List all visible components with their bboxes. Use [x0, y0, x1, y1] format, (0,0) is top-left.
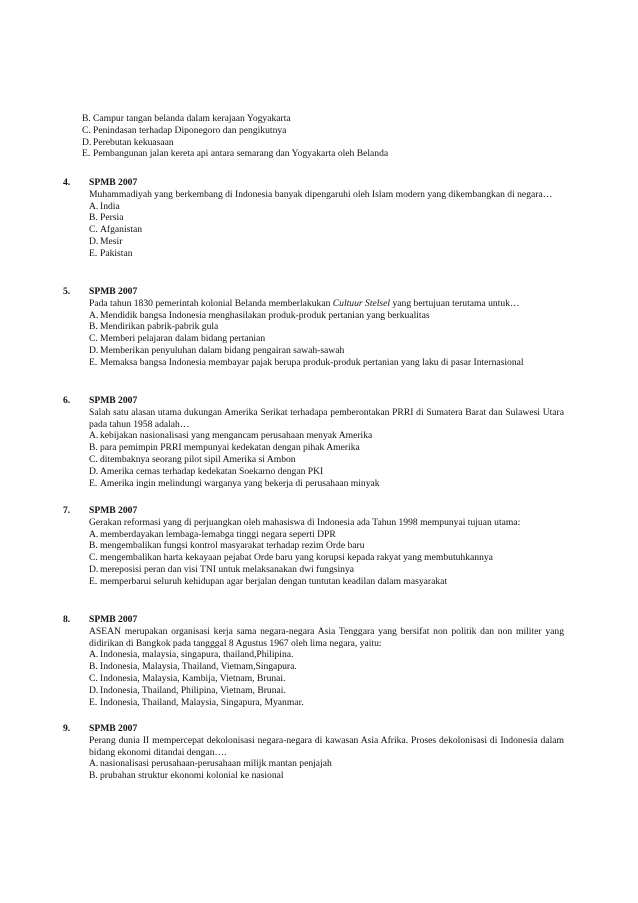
- option-letter: D.: [89, 235, 99, 247]
- option-a: [71, 758, 564, 770]
- question-text-part: yang bertujuan terutama untuk…: [390, 297, 520, 309]
- question-number: 5.: [63, 286, 71, 297]
- question-text: ASEAN merupakan organisasi kerja sama negara-negara Asia Tenggara yang bersifat non politik dan non militer yang didirikan di Bangkok pada tangggal 8 Agustus 1967 oleh lima negara, yaitu:: [89, 625, 564, 649]
- option-letter: E.: [89, 575, 98, 587]
- option-b: [71, 212, 564, 224]
- option-letter: B.: [82, 113, 91, 124]
- option-e: [71, 248, 564, 260]
- carryover-options: [71, 113, 564, 160]
- option-text: Amerika ingin melindungi warganya yang bekerja di perusahaan minyak: [100, 477, 380, 489]
- option-letter: A.: [89, 528, 99, 540]
- option-list: [78, 430, 564, 489]
- option-text: Penindasan terhadap Diponegoro dan pengikutnya: [93, 124, 287, 136]
- option-list: [78, 649, 564, 708]
- question-number: 6.: [63, 395, 71, 406]
- option-text: nasionalisasi perusahaan-perusahaan milijk mantan penjajah: [100, 758, 332, 770]
- option-letter: C.: [89, 672, 98, 684]
- option-d: [71, 564, 564, 576]
- option-letter: E.: [89, 696, 98, 708]
- option-letter: B.: [89, 770, 98, 782]
- option-d: [71, 345, 564, 357]
- question-9: [63, 723, 564, 782]
- option-c: [71, 125, 564, 137]
- question-5: [63, 286, 564, 369]
- option-text: Indonesia, Thailand, Philipina, Vietnam, Brunai.: [100, 684, 286, 696]
- option-b: [71, 442, 564, 454]
- question-text: Muhammadiyah yang berkembang di Indonesia banyak dipengaruhi oleh Islam modern yang dikembangkan di negara…: [89, 188, 553, 200]
- option-letter: E.: [89, 356, 98, 368]
- question-text: Gerakan reformasi yang di perjuangkan oleh mahasiswa di Indonesia ada Tahun 1998 mempunyai tujuan utama:: [89, 516, 521, 528]
- option-b: [71, 661, 564, 673]
- option-d: [71, 236, 564, 248]
- option-e: [71, 478, 564, 490]
- question-source: SPMB 2007: [89, 395, 138, 406]
- option-text: mereposisi peran dan visi TNI untuk melaksanakan dwi fungsinya: [100, 563, 355, 575]
- option-list: [78, 758, 564, 782]
- question-text: Perang dunia II mempercepat dekolonisasi negara-negara di kawasan Asia Afrika. Proses dekolonisasi di Indonesia dalam bidang ekonomi ditandai dengan….: [89, 734, 564, 758]
- option-letter: D.: [89, 684, 99, 696]
- question-text: Salah satu alasan utama dukungan Amerika Serikat terhadapa pemberontakan PRRI di Sumatera Barat dan Sulawesi Utara pada tahun 1958 adalah…: [89, 406, 564, 430]
- option-text: ditembaknya seorang pilot sipil Amerika si Ambon: [100, 453, 296, 465]
- option-letter: B.: [89, 321, 98, 333]
- option-a: [71, 529, 564, 541]
- option-a: [71, 430, 564, 442]
- option-list: [78, 310, 564, 369]
- option-a: [71, 649, 564, 661]
- option-letter: C.: [89, 453, 98, 465]
- option-d: [71, 466, 564, 478]
- option-e: [71, 357, 564, 369]
- option-e: [71, 148, 564, 160]
- option-b: [71, 321, 564, 333]
- question-text-part: Pada tahun 1830 pemerintah kolonial Belanda memberlakukan: [89, 297, 333, 309]
- question-source: SPMB 2007: [89, 286, 138, 297]
- option-letter: B.: [89, 442, 98, 454]
- option-text: Indonesia, Malaysia, Thailand, Vietnam,Singapura.: [100, 661, 297, 673]
- option-letter: C.: [89, 333, 98, 345]
- option-d: [71, 137, 564, 149]
- option-letter: C.: [82, 124, 91, 136]
- question-text: [89, 298, 564, 310]
- option-c: [71, 224, 564, 236]
- question-source: SPMB 2007: [89, 505, 138, 516]
- question-source: SPMB 2007: [89, 177, 138, 188]
- question-6: [63, 395, 564, 489]
- option-letter: E.: [82, 148, 91, 160]
- option-text: Memberikan penyuluhan dalam bidang pengairan sawah-sawah: [100, 344, 345, 356]
- option-text: kebijakan nasionalisasi yang mengancam perusahaan menyak Amerika: [100, 430, 373, 442]
- option-letter: B.: [89, 661, 98, 673]
- option-b: [71, 540, 564, 552]
- question-4: [63, 177, 564, 260]
- question-7: [63, 505, 564, 588]
- option-text: mengembalikan fungsi kontrol masyarakat terhadap rezim Orde baru: [100, 540, 365, 552]
- option-a: [71, 201, 564, 213]
- option-e: [71, 576, 564, 588]
- option-text: Pakistan: [100, 247, 133, 259]
- option-text: memperbarui seluruh kehidupan agar berjalan dengan tuntutan keadilan dalam masyarakat: [100, 575, 448, 587]
- option-text: Mendidik bangsa Indonesia menghasilakan produk-produk pertanian yang berkualitas: [100, 309, 430, 321]
- option-letter: A.: [89, 309, 99, 321]
- option-list: [78, 201, 564, 260]
- question-8: [63, 614, 564, 708]
- option-letter: E.: [89, 247, 98, 259]
- option-letter: C.: [89, 552, 98, 564]
- option-text: Perebutan kekuasaan: [93, 136, 174, 148]
- option-text: India: [100, 200, 120, 212]
- option-text: Campur tangan belanda dalam kerajaan Yogyakarta: [93, 113, 291, 124]
- option-c: [71, 673, 564, 685]
- option-text: Amerika cemas terhadap kedekatan Soekarno dengan PKI: [100, 465, 324, 477]
- option-a: [71, 310, 564, 322]
- option-letter: B.: [89, 212, 98, 224]
- option-text: mengembalikan harta kekayaan pejabat Orde baru yang korupsi kepada rakyat yang membutuhkannya: [100, 552, 493, 564]
- option-text: Memaksa bangsa Indonesia membayar pajak berupa produk-produk pertanian yang laku di pasar Internasional: [100, 356, 524, 368]
- option-b: [71, 770, 564, 782]
- option-letter: E.: [89, 477, 98, 489]
- option-letter: A.: [89, 430, 99, 442]
- option-e: [71, 697, 564, 709]
- question-number: 7.: [63, 505, 71, 516]
- option-text: Pembangunan jalan kereta api antara semarang dan Yogyakarta oleh Belanda: [93, 148, 389, 160]
- question-number: 9.: [63, 723, 71, 734]
- option-c: [71, 333, 564, 345]
- option-letter: D.: [82, 136, 92, 148]
- question-source: SPMB 2007: [89, 723, 138, 734]
- option-letter: A.: [89, 758, 99, 770]
- option-letter: D.: [89, 344, 99, 356]
- option-letter: A.: [89, 200, 99, 212]
- option-letter: B.: [89, 540, 98, 552]
- option-text: Indonesia, Thailand, Malaysia, Singapura, Myanmar.: [100, 696, 304, 708]
- option-text: Indonesia, malaysia, singapura, thailand,Philipina.: [100, 649, 294, 661]
- option-text: memberdayakan lembaga-lemabga tinggi negara seperti DPR: [100, 528, 336, 540]
- option-text: para pemimpin PRRI mempunyai kedekatan dengan pihak Amerika: [100, 442, 360, 454]
- option-c: [71, 454, 564, 466]
- option-letter: D.: [89, 563, 99, 575]
- option-c: [71, 552, 564, 564]
- option-text: Indonesia, Malaysia, Kambija, Vietnam, Brunai.: [100, 672, 286, 684]
- option-text: prubahan struktur ekonomi kolonial ke nasional: [100, 770, 284, 782]
- option-letter: A.: [89, 649, 99, 661]
- option-d: [71, 685, 564, 697]
- option-letter: C.: [89, 224, 98, 236]
- question-source: SPMB 2007: [89, 614, 138, 625]
- option-b: [71, 113, 564, 125]
- option-text: Mesir: [100, 235, 123, 247]
- question-number: 4.: [63, 177, 71, 188]
- option-letter: D.: [89, 465, 99, 477]
- option-text: Memberi pelajaran dalam bidang pertanian: [100, 333, 266, 345]
- option-list: [78, 529, 564, 588]
- option-text: Afganistan: [100, 224, 143, 236]
- question-number: 8.: [63, 614, 71, 625]
- option-text: Persia: [100, 212, 124, 224]
- option-text: Mendirikan pabrik-pabrik gula: [100, 321, 219, 333]
- question-text-italic: Cultuur Stelsel: [332, 297, 391, 309]
